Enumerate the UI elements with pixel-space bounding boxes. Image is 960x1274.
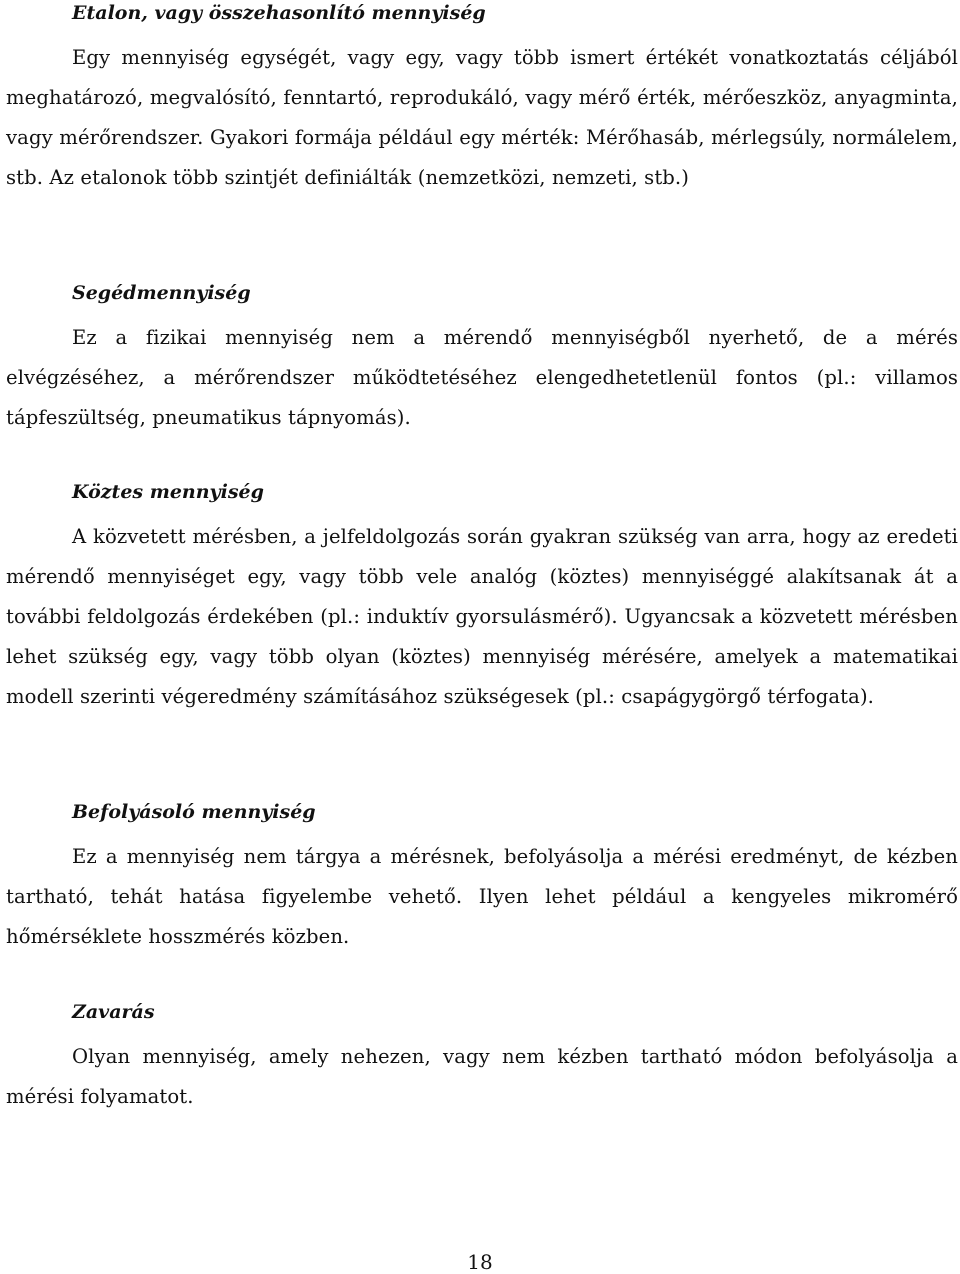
section-segedmennyiseg xyxy=(6,280,958,438)
section-heading: Zavarás xyxy=(72,1001,155,1023)
section-etalon xyxy=(6,0,958,198)
section-koztes-mennyiseg xyxy=(6,479,958,717)
section-paragraph: Ez a mennyiség nem tárgya a mérésnek, befolyásolja a mérési eredményt, de kézben tartható, tehát hatása figyelembe vehető. Ilyen lehet például a kengyeles mikromérő hőmérséklete hosszmérés közben. xyxy=(6,845,958,948)
section-heading: Segédmennyiség xyxy=(72,282,251,304)
section-befolyasolo-mennyiseg xyxy=(6,799,958,957)
section-paragraph: Egy mennyiség egységét, vagy egy, vagy több ismert értékét vonatkoztatás céljából meghatározó, megvalósító, fenntartó, reprodukáló, vagy mérő érték, mérőeszköz, anyagminta, vagy mérőrendszer. Gyakori formája például egy mérték: Mérőhasáb, mérlegsúly, normálelem, stb. Az etalonok több szintjét definiálták (nemzetközi, nemzeti, stb.) xyxy=(6,46,958,189)
section-heading: Köztes mennyiség xyxy=(72,481,264,503)
section-zavaras xyxy=(6,999,958,1117)
section-paragraph: A közvetett mérésben, a jelfeldolgozás során gyakran szükség van arra, hogy az eredeti mérendő mennyiséget egy, vagy több vele analóg (köztes) mennyiséggé alakítsanak át a további feldolgozás érdekében (pl.: induktív gyorsulásmérő). Ugyancsak a közvetett mérésben lehet szükség egy, vagy több olyan (köztes) mennyiség mérésére, amelyek a matematikai modell szerinti végeredmény számításához szükségesek (pl.: csapágygörgő térfogata). xyxy=(6,525,958,708)
section-paragraph: Olyan mennyiség, amely nehezen, vagy nem kézben tartható módon befolyásolja a mérési folyamatot. xyxy=(6,1045,958,1108)
section-heading: Befolyásoló mennyiség xyxy=(72,801,316,823)
page-number: 18 xyxy=(467,1250,493,1274)
section-heading: Etalon, vagy összehasonlító mennyiség xyxy=(72,2,486,24)
section-paragraph: Ez a fizikai mennyiség nem a mérendő mennyiségből nyerhető, de a mérés elvégzéséhez, a mérőrendszer működtetéséhez elengedhetetlenül fontos (pl.: villamos tápfeszültség, pneumatikus tápnyomás). xyxy=(6,326,958,429)
